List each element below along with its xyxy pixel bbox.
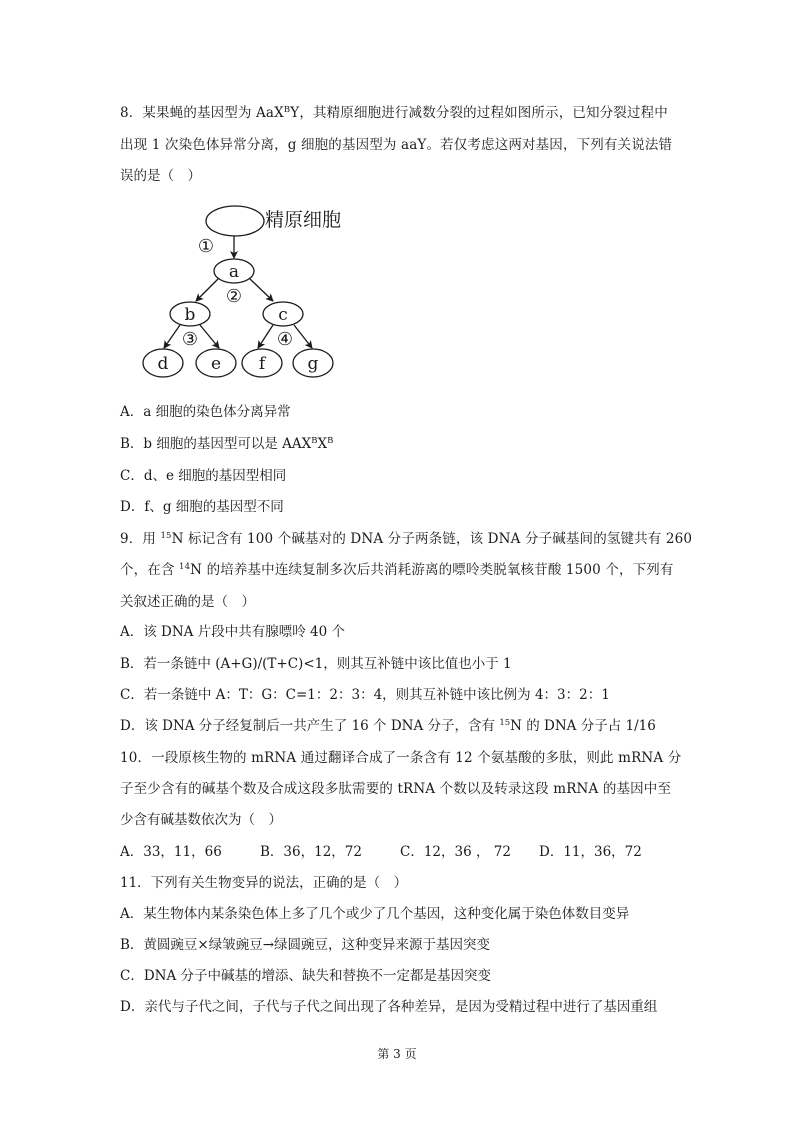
q11-option-b: B．黄圆豌豆×绿皱豌豆→绿圆豌豆，这种变异来源于基因突变: [120, 937, 491, 953]
superscript: B: [311, 436, 318, 446]
superscript: B: [283, 105, 291, 115]
arrow-c-to-f: [258, 325, 273, 348]
q9-option-a: A．该 DNA 片段中共有腺嘌呤 40 个: [120, 624, 345, 640]
step-2-label: ②: [225, 286, 243, 307]
cell-b-label: b: [184, 305, 196, 325]
q9-option-d: [120, 717, 656, 735]
q10-stem-line3: 少含有碱基数依次为（ ）: [120, 812, 282, 828]
q11-option-d: D．亲代与子代之间，子代与子代之间出现了各种差异，是因为受精过程中进行了基因重组: [120, 999, 658, 1015]
q8-option-b-text: X: [317, 436, 328, 452]
arrow-a-to-c: [250, 279, 273, 301]
q9-option-d-text: D．该 DNA 分子经复制后一共产生了 16 个 DNA 分子，含有: [120, 718, 500, 734]
cell-g-label: g: [307, 354, 319, 374]
q9-option-c: C．若一条链中 A：T：G：C=1：2：3：4，则其互补链中该比例为 4：3：2：1: [120, 687, 610, 703]
q8-option-b-text: B．b 细胞的基因型可以是 AAX: [120, 436, 312, 452]
q9-stem-line2: [120, 561, 674, 579]
q9-text: N 标记含有 100 个碱基对的 DNA 分子两条链，该 DNA 分子碱基间的氢键共有 260: [171, 531, 693, 547]
q10-stem-line2: 子至少含有的碱基个数及合成这段多肽需要的 tRNA 个数以及转录这段 mRNA 的基因中至: [120, 781, 672, 797]
arrow-c-to-g: [294, 325, 312, 348]
q9-option-d-text: N 的 DNA 分子占 1/16: [510, 718, 656, 734]
cell-d-label: d: [157, 354, 169, 374]
q8-option-a: A．a 细胞的染色体分离异常: [120, 404, 291, 420]
q11-stem: 11．下列有关生物变异的说法，正确的是（ ）: [120, 875, 408, 891]
cell-c-label: c: [278, 305, 288, 325]
q8-option-d: D．f、g 细胞的基因型不同: [120, 499, 284, 515]
superscript: B: [327, 436, 334, 446]
q9-stem-line3: 关叙述正确的是（ ）: [120, 594, 255, 610]
q8-option-b: [120, 435, 333, 453]
q8-text: 某果蝇的基因型为 AaX: [142, 105, 284, 121]
q10-options: [120, 843, 642, 861]
superscript: 15: [499, 718, 511, 728]
q11-option-c: C．DNA 分子中碱基的增添、缺失和替换不一定都是基因突变: [120, 968, 492, 984]
step-4-label: ④: [276, 329, 294, 350]
spermatogonium-cell: [206, 206, 264, 236]
q9-option-b: B．若一条链中 (A+G)/(T+C)<1，则其互补链中该比值也小于 1: [120, 656, 512, 672]
arrow-b-to-d: [164, 325, 180, 348]
q10-stem-line1: 10．一段原核生物的 mRNA 通过翻译合成了一条含有 12 个氨基酸的多肽，则此 mRNA 分: [120, 750, 682, 766]
superscript: 14: [179, 562, 191, 572]
q11-option-a: A．某生物体内某条染色体上多了几个或少了几个基因，这种变化属于染色体数目变异: [120, 906, 630, 922]
meiosis-diagram: [140, 200, 370, 390]
q10-option-c: C．12，36 ， 72: [400, 844, 511, 860]
q10-option-d: D．11，36，72: [539, 844, 642, 860]
arrow-a-to-b: [196, 279, 218, 301]
step-1-label: ①: [197, 236, 215, 257]
q8-stem-line1: [120, 104, 668, 122]
diagram-title: 精原细胞: [265, 209, 342, 231]
page-number: 第 3 页: [377, 1047, 417, 1061]
q8-text: Y，其精原细胞进行减数分裂的过程如图所示，已知分裂过程中: [290, 105, 668, 121]
q8-number: 8．: [120, 105, 143, 121]
q9-stem-line1: [120, 530, 692, 548]
q8-stem-line2: 出现 1 次染色体异常分离，g 细胞的基因型为 aaY。若仅考虑这两对基因，下列有关说法错: [120, 137, 673, 153]
q8-stem-line3: 误的是（ ）: [120, 168, 201, 184]
cell-e-label: e: [210, 354, 222, 374]
q8-option-c: C．d、e 细胞的基因型相同: [120, 468, 287, 484]
q9-text: 9．用: [120, 531, 161, 547]
superscript: 15: [160, 531, 172, 541]
step-3-label: ③: [181, 329, 199, 350]
q10-option-a: A．33，11，66: [120, 844, 222, 860]
cell-a-label: a: [228, 262, 240, 282]
q9-text: N 的培养基中连续复制多次后共消耗游离的嘌呤类脱氧核苷酸 1500 个，下列有: [190, 562, 674, 578]
q9-text: 个，在含: [120, 562, 180, 578]
q10-option-b: B．36，12，72: [260, 844, 362, 860]
arrow-b-to-e: [200, 325, 219, 348]
cell-f-label: f: [258, 354, 266, 374]
